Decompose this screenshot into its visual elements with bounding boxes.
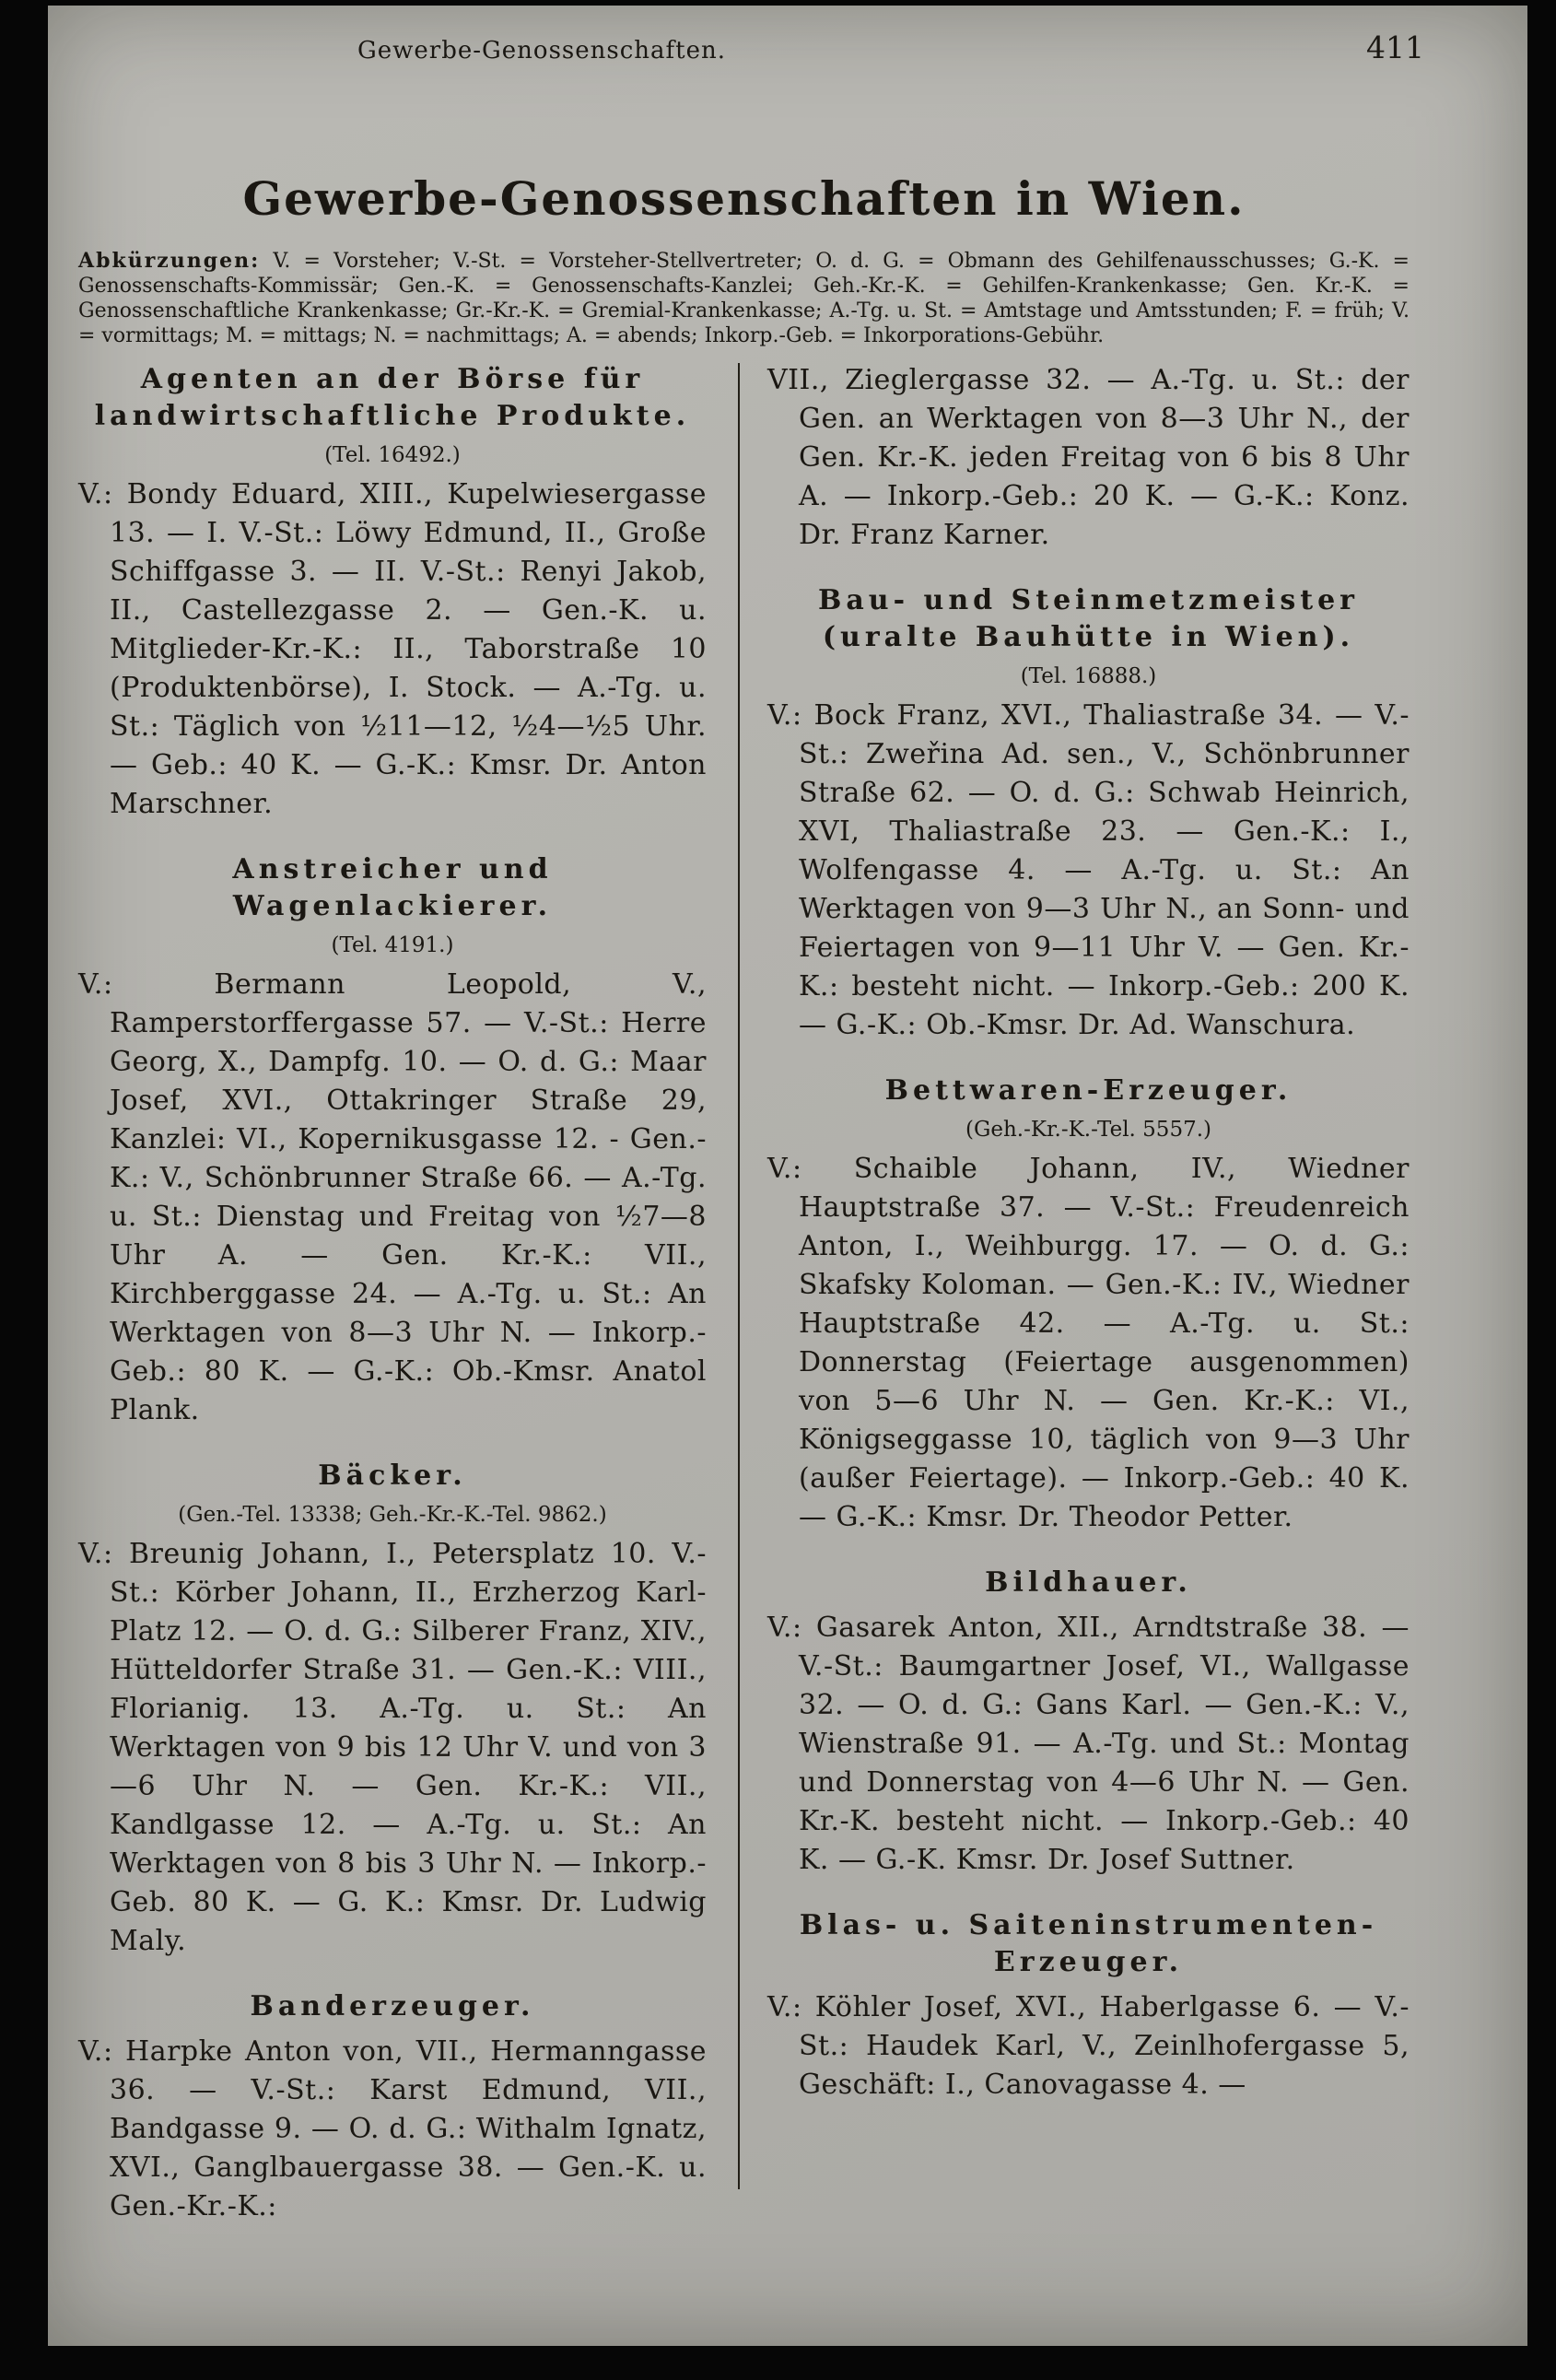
entry-heading: Bettwaren-Erzeuger. [884,1074,1293,1107]
entry-body: V.: Bermann Leopold, V., Ramperstorffergasse 57. — V.-St.: Herre Georg, X., Dampfg. 10. — O. d. G.: Maar Josef, XVI., Ottakringer Straße 29, Kanzlei: VI., Kopernikusgasse 12. - Gen.-K.: V., Schönbrunner Straße 66. — A.-Tg. u. St.: Dienstag und Freitag von ½7—8 Uhr A. — Gen. Kr.-K.: VII., Kirchberggasse 24. — A.-Tg. u. St.: An Werktagen von 8—3 Uhr N. — Inkorp.-Geb.: 80 K. — G.-K.: Ob.-Kmsr. Anatol Plank. [78,968,707,1426]
entry-body: V.: Breunig Johann, I., Petersplatz 10. V.-St.: Körber Johann, II., Erzherzog Karl-Platz 12. — O. d. G.: Silberer Franz, XIV., Hütteldorfer Straße 31. — Gen.-K.: VIII., Florianig. 13. A.-Tg. u. St.: An Werktagen von 9 bis 12 Uhr V. und von 3—6 Uhr N. — Gen. Kr.-K.: VII., Kandlgasse 12. — A.-Tg. u. St.: An Werktagen von 8 bis 3 Uhr N. — Inkorp.-Geb. 80 K. — G. K.: Kmsr. Dr. Ludwig Maly. [78,1538,707,1957]
directory-entry [767,1565,1410,1880]
abbreviations-text: V. = Vorsteher; V.-St. = Vorsteher-Stellvertreter; O. d. G. = Obmann des Gehilfenausschusses; G.-K. = Genossenschafts-Kommissär; Gen.-K. = Genossenschafts-Kanzlei; Geh.-Kr.-K. = Gehilfen-Krankenkasse; Gen. Kr.-K. = Genossenschaftliche Krankenkasse; Gr.-Kr.-K. = Gremial-Krankenkasse; A.-Tg. u. St. = Amtstage und Amtsstunden; F. = früh; V. = vormittags; M. = mittags; N. = nachmittags; A. = abends; Inkorp.-Geb. = Inkorporations-Gebühr. [78,250,1410,347]
directory-entry [767,582,1410,1045]
page [48,6,1527,2346]
entry-body: V.: Köhler Josef, XVI., Haberlgasse 6. — V.-St.: Haudek Karl, V., Zeinlhofergasse 5, Geschäft: I., Canovagasse 4. — [767,1991,1410,2101]
entry-body: VII., Zieglergasse 32. — A.-Tg. u. St.: der Gen. an Werktagen von 8—3 Uhr N., der Gen. Kr.-K. jeden Freitag von 6 bis 8 Uhr A. — Inkorp.-Geb.: 20 K. — G.-K.: Konz. Dr. Franz Karner. [767,364,1410,551]
entry-telephone: (Geh.-Kr.-K.-Tel. 5557.) [965,1118,1211,1142]
entry-telephone: (Tel. 16888.) [1020,664,1157,688]
entry-body: V.: Schaible Johann, IV., Wiedner Hauptstraße 37. — V.-St.: Freudenreich Anton, I., Weihburgg. 17. — O. d. G.: Skafsky Koloman. — Gen.-K.: IV., Wiedner Hauptstraße 42. — A.-Tg. u. St.: Donnerstag (Feiertage ausgenommen) von 5—6 Uhr N. — Gen. Kr.-K.: VI., Königseggasse 10, täglich von 9—3 Uhr (außer Feiertage). — Inkorp.-Geb.: 40 K. — G.-K.: Kmsr. Dr. Theodor Petter. [767,1153,1410,1533]
entry-heading: Blas- u. Saiteninstrumenten-Erzeuger. [799,1909,1378,1978]
directory-entry [767,1073,1410,1537]
two-column-text-block [78,361,1410,2226]
entry-telephone: (Gen.-Tel. 13338; Geh.-Kr.-K.-Tel. 9862.) [178,1503,607,1527]
page-number: 411 [1366,29,1424,65]
entry-body: V.: Bondy Eduard, XIII., Kupelwiesergasse 13. — I. V.-St.: Löwy Edmund, II., Große Schiffgasse 3. — II. V.-St.: Renyi Jakob, II., Castellezgasse 2. — Gen.-K. u. Mitglieder-Kr.-K.: II., Taborstraße 10 (Produktenbörse), I. Stock. — A.-Tg. u. St.: Täglich von ½11—12, ½4—½5 Uhr. — Geb.: 40 K. — G.-K.: Kmsr. Dr. Anton Marschner. [78,478,707,820]
directory-entry [78,1988,707,2226]
entry-heading: Bau- und Steinmetzmeister (uralte Bauhütte in Wien). [818,584,1359,653]
entry-telephone: (Tel. 16492.) [324,443,461,467]
entry-heading: Bildhauer. [985,1566,1192,1599]
directory-entry [767,1907,1410,2104]
running-header-title: Gewerbe-Genossenschaften. [357,37,727,64]
left-column [78,361,707,2226]
right-column [767,361,1410,2226]
directory-entry [767,361,1410,555]
abbreviations-paragraph [78,249,1410,348]
directory-entry [78,851,707,1430]
column-divider-rule [738,363,740,2189]
entry-heading: Anstreicher und Wagenlackierer. [232,853,553,922]
directory-entry [78,1458,707,1961]
entry-heading: Agenten an der Börse für landwirtschaftliche Produkte. [94,363,691,432]
entry-heading: Banderzeuger. [250,1990,535,2022]
entry-body: V.: Harpke Anton von, VII., Hermanngasse 36. — V.-St.: Karst Edmund, VII., Bandgasse 9. — O. d. G.: Withalm Ignatz, XVI., Ganglbauergasse 38. — Gen.-K. u. Gen.-Kr.-K.: [78,2035,707,2222]
entry-body: V.: Gasarek Anton, XII., Arndtstraße 38. — V.-St.: Baumgartner Josef, VI., Wallgasse 32. — O. d. G.: Gans Karl. — Gen.-K.: V., Wienstraße 91. — A.-Tg. und St.: Montag und Donnerstag von 4—6 Uhr N. — Gen. Kr.-K. besteht nicht. — Inkorp.-Geb.: 40 K. — G.-K. Kmsr. Dr. Josef Suttner. [767,1612,1410,1876]
abbreviations-label: Abkürzungen: [78,249,261,273]
page-title: Gewerbe-Genossenschaften in Wien. [242,171,1246,226]
entry-telephone: (Tel. 4191.) [331,933,454,957]
entry-body: V.: Bock Franz, XVI., Thaliastraße 34. — V.-St.: Zweřina Ad. sen., V., Schönbrunner Straße 62. — O. d. G.: Schwab Heinrich, XVI, Thaliastraße 23. — Gen.-K.: I., Wolfengasse 4. — A.-Tg. u. St.: An Werktagen von 9—3 Uhr N., an Sonn- und Feiertagen von 9—11 Uhr V. — Gen. Kr.-K.: besteht nicht. — Inkorp.-Geb.: 200 K. — G.-K.: Ob.-Kmsr. Dr. Ad. Wanschura. [767,699,1410,1041]
entry-heading: Bäcker. [318,1460,467,1492]
directory-entry [78,361,707,824]
